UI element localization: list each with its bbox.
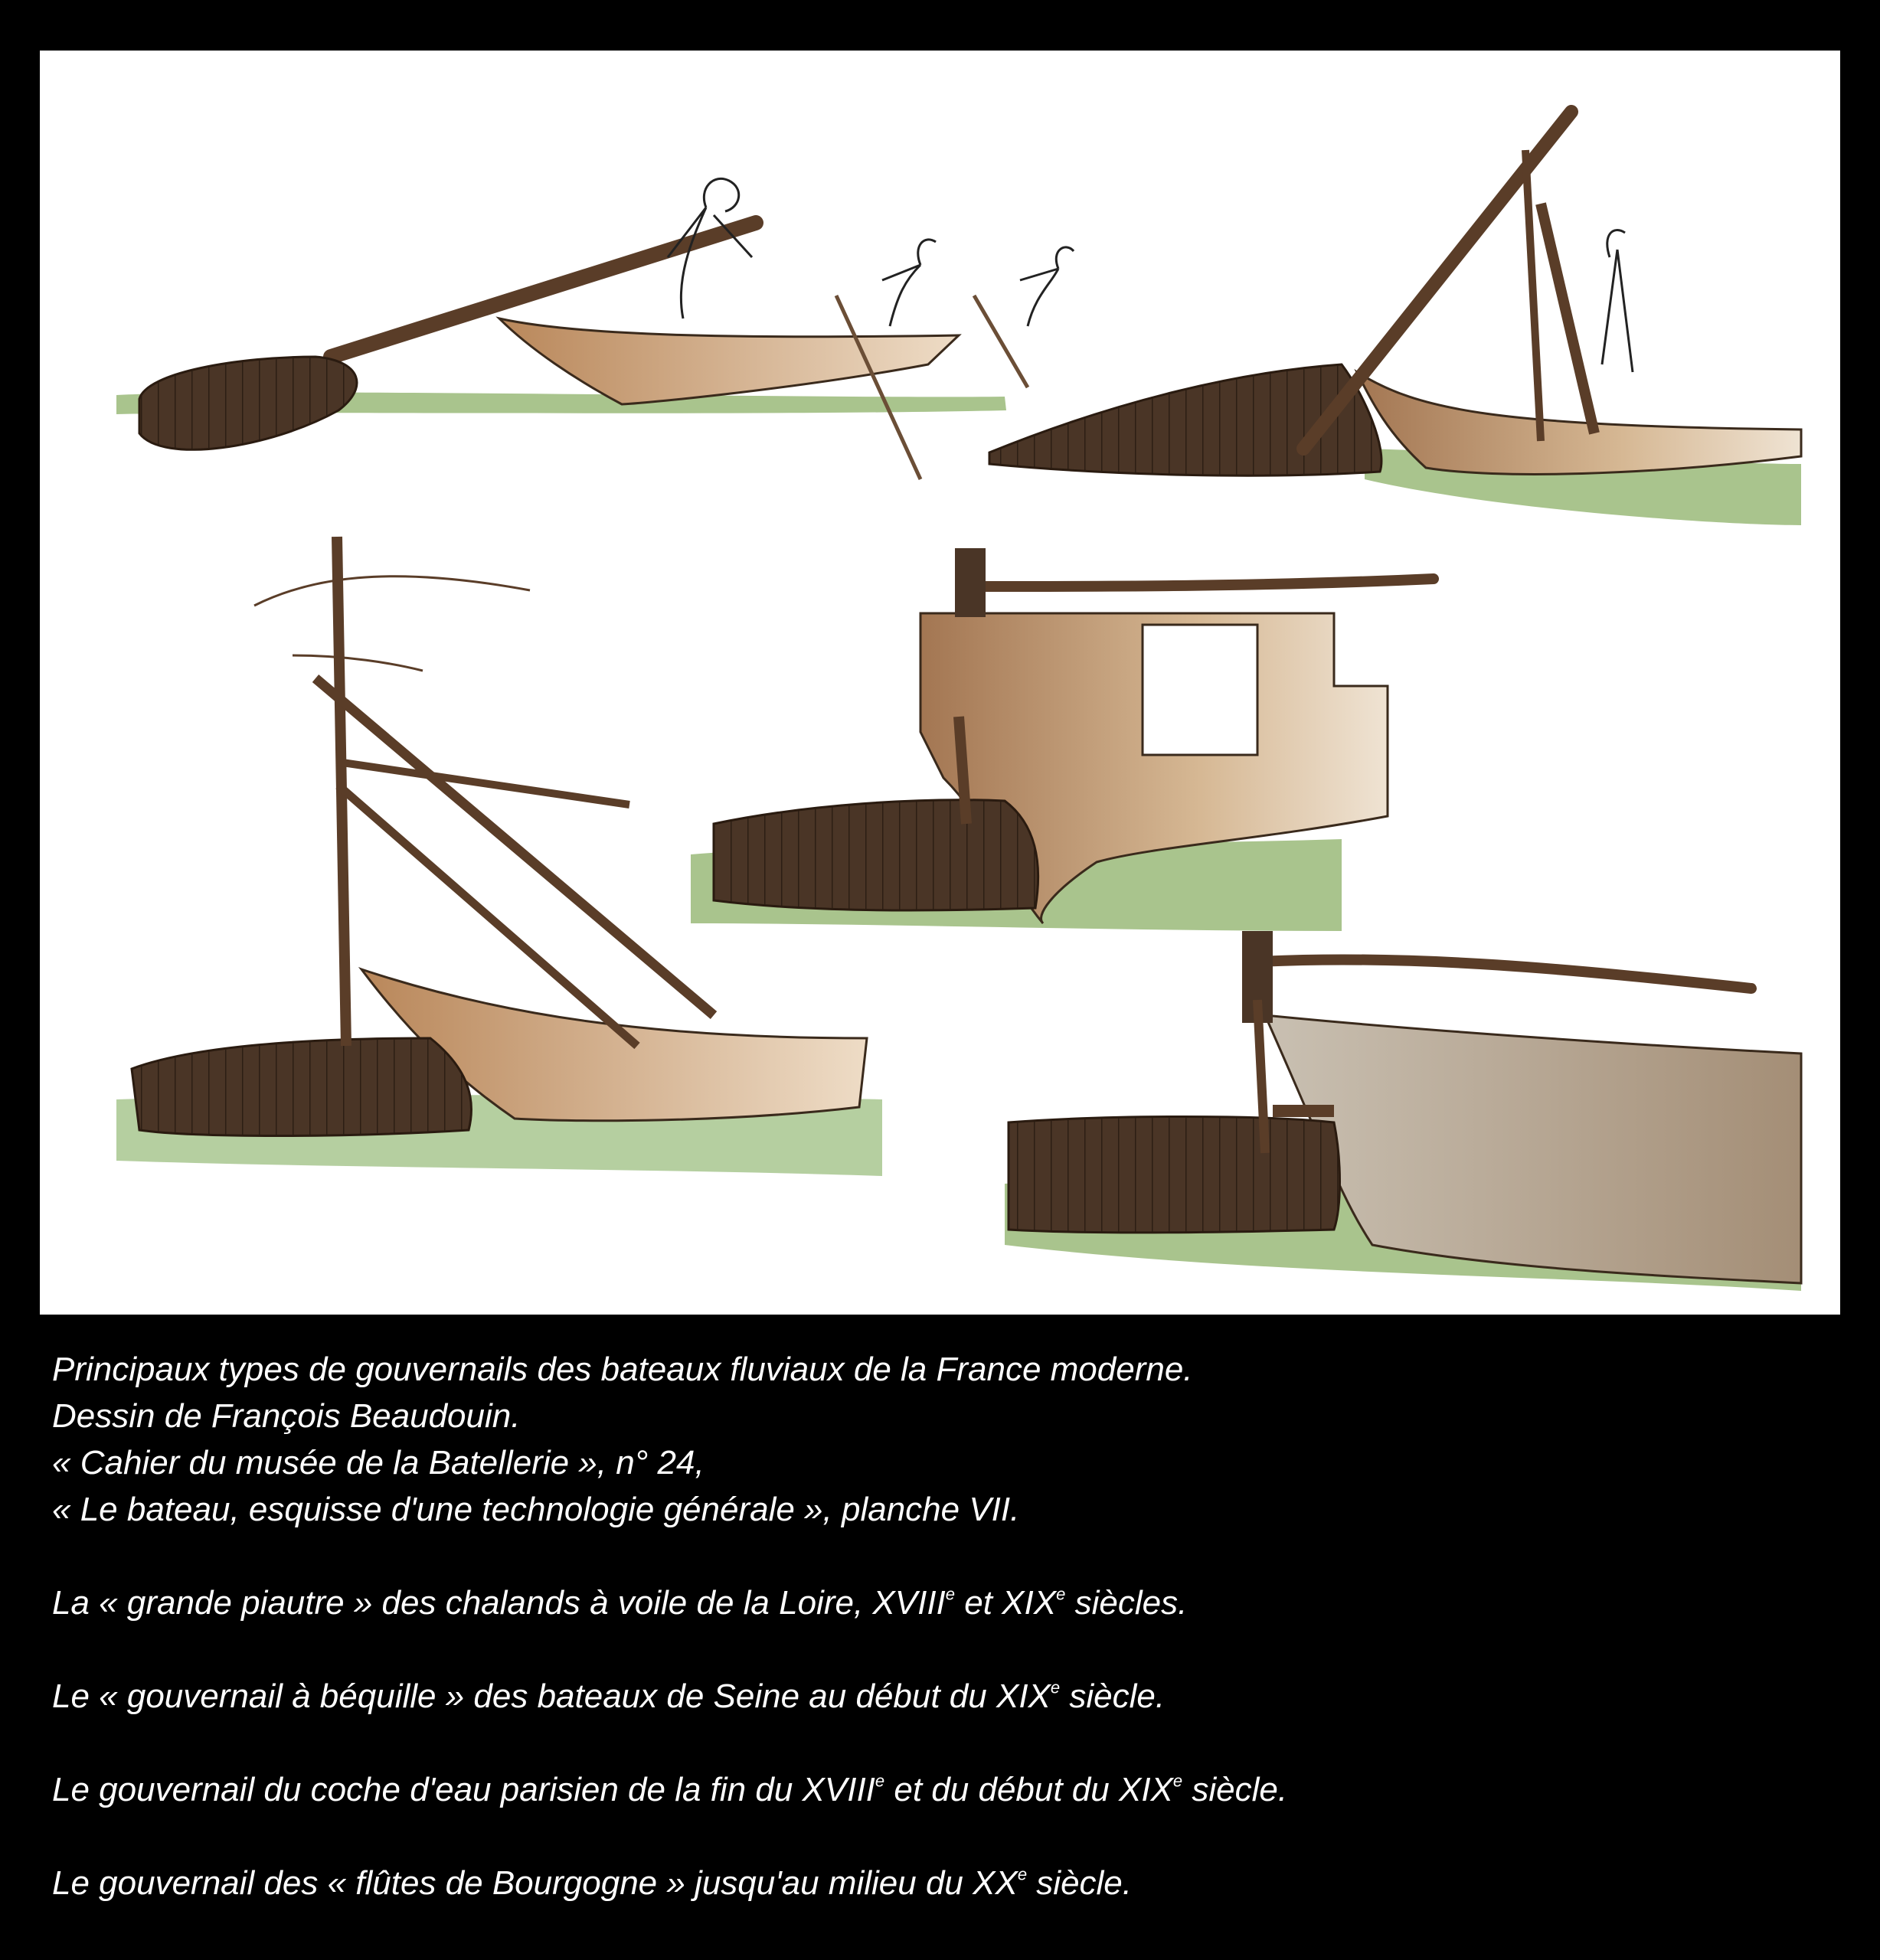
caption-title: Principaux types de gouvernails des bateaux fluviaux de la France moderne. (52, 1351, 1193, 1388)
scene-long-oar-boat (116, 178, 1074, 479)
rudder-types-drawing (40, 51, 1840, 1315)
scene-bequille-rudder (691, 548, 1434, 931)
caption-block (52, 1346, 1844, 1906)
illustration-plate (40, 51, 1840, 1315)
scene-flute-de-bourgogne (1005, 931, 1801, 1291)
caption-plate: « Le bateau, esquisse d'une technologie générale », planche VII. (52, 1491, 1020, 1528)
caption-item-flutes-de-bourgogne: Le gouvernail des « flûtes de Bourgogne » jusqu'au milieu du XXe siècle. (52, 1864, 1133, 1902)
caption-item-grande-piautre: La « grande piautre » des chalands à voile de la Loire, XVIIIe et XIXe siècles. (52, 1584, 1188, 1622)
caption-source: « Cahier du musée de la Batellerie », n° 24, (52, 1444, 705, 1481)
caption-item-bequille: Le « gouvernail à béquille » des bateaux de Seine au début du XIXe siècle. (52, 1677, 1166, 1715)
caption-author: Dessin de François Beaudouin. (52, 1397, 521, 1435)
scene-fan-rudder-boat (989, 112, 1801, 525)
caption-item-coche-d-eau: Le gouvernail du coche d'eau parisien de la fin du XVIIIe et du début du XIXe siècle. (52, 1771, 1288, 1808)
